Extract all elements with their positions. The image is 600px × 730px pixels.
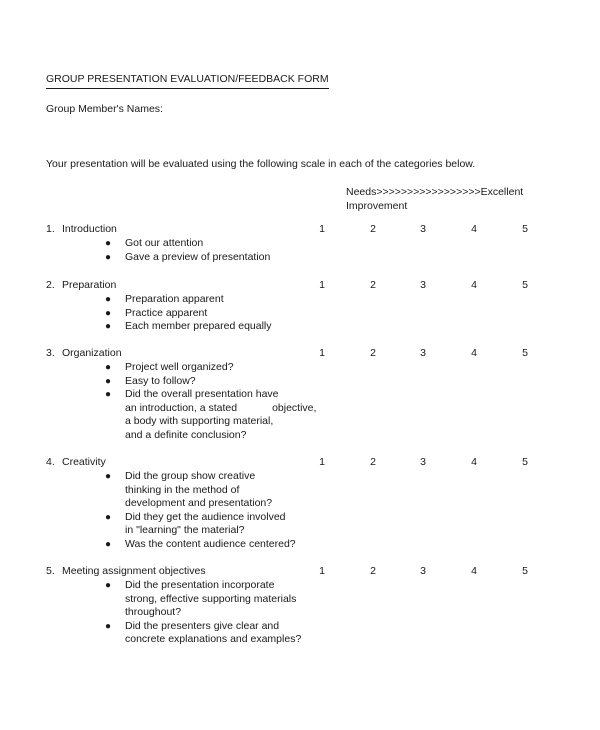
rating-4: 4 xyxy=(471,223,477,235)
criteria-list xyxy=(46,361,546,442)
criteria-text: Did the overall presentation have an introduction, a stated objective, a body with supporting material, and a definite conclusion? xyxy=(125,388,317,441)
criteria-text: Practice apparent xyxy=(125,306,208,319)
section-3 xyxy=(46,347,546,442)
section-2 xyxy=(46,279,546,334)
criteria-item xyxy=(46,388,546,442)
section-1 xyxy=(46,223,546,264)
section-title: Introduction xyxy=(62,223,117,235)
bullet-dot-icon: ● xyxy=(105,538,112,550)
rating-4: 4 xyxy=(471,456,477,468)
section-number: 5. xyxy=(46,565,55,577)
criteria-item xyxy=(46,361,546,375)
criteria-text: Was the content audience centered? xyxy=(125,537,296,550)
criteria-item xyxy=(46,320,546,334)
criteria-item xyxy=(46,307,546,321)
criteria-list xyxy=(46,237,546,264)
bullet-dot-icon: ● xyxy=(105,620,112,632)
group-members-label: Group Member's Names: xyxy=(46,103,163,115)
bullet-dot-icon: ● xyxy=(105,307,112,319)
criteria-text: Each member prepared equally xyxy=(125,320,272,332)
rating-5: 5 xyxy=(522,223,528,235)
scale-legend-line-1: Needs>>>>>>>>>>>>>>>>>Excellent xyxy=(346,186,524,198)
section-number: 2. xyxy=(46,279,55,291)
bullet-dot-icon: ● xyxy=(105,238,112,249)
section-number: 1. xyxy=(46,223,55,235)
rating-2: 2 xyxy=(370,279,376,291)
criteria-text: Did the presenters give clear and concrete explanations and examples? xyxy=(125,619,302,645)
bullet-dot-icon: ● xyxy=(105,321,112,332)
criteria-list xyxy=(46,293,546,334)
criteria-text: Did the presentation incorporate strong, effective supporting materials throughout? xyxy=(125,579,297,618)
rating-4: 4 xyxy=(471,565,477,577)
rating-5: 5 xyxy=(522,279,528,291)
bullet-dot-icon: ● xyxy=(105,362,112,373)
criteria-text: Preparation apparent xyxy=(125,293,224,305)
criteria-item xyxy=(46,293,546,307)
criteria-item xyxy=(46,470,546,511)
rating-1: 1 xyxy=(319,347,325,359)
section-number: 4. xyxy=(46,456,55,468)
section-title: Creativity xyxy=(62,456,106,468)
form-title: GROUP PRESENTATION EVALUATION/FEEDBACK FORM xyxy=(46,73,329,89)
scale-legend-line-2: Improvement xyxy=(346,200,408,212)
rating-scale xyxy=(46,565,546,579)
bullet-dot-icon: ● xyxy=(105,511,112,523)
criteria-item xyxy=(46,375,546,389)
bullet-dot-icon: ● xyxy=(105,375,112,387)
scale-instructions: Your presentation will be evaluated using the following scale in each of the categories below. xyxy=(46,158,476,170)
rating-scale xyxy=(46,223,546,237)
rating-5: 5 xyxy=(522,456,528,468)
criteria-item xyxy=(46,538,546,552)
section-5 xyxy=(46,565,546,647)
bullet-dot-icon: ● xyxy=(105,294,112,305)
criteria-text: Project well organized? xyxy=(125,361,234,373)
rating-3: 3 xyxy=(420,456,426,468)
section-header xyxy=(46,279,546,293)
rating-1: 1 xyxy=(319,223,325,235)
rating-4: 4 xyxy=(471,279,477,291)
criteria-text: Did the group show creative thinking in the method of development and presentation? xyxy=(125,470,273,509)
section-title: Organization xyxy=(62,347,122,359)
section-number: 3. xyxy=(46,347,55,359)
criteria-item xyxy=(46,251,546,265)
bullet-dot-icon: ● xyxy=(105,389,112,400)
rating-3: 3 xyxy=(420,279,426,291)
rating-scale xyxy=(46,347,546,361)
bullet-dot-icon: ● xyxy=(105,580,112,591)
rating-2: 2 xyxy=(370,223,376,235)
rating-5: 5 xyxy=(522,347,528,359)
criteria-item xyxy=(46,511,546,538)
section-title: Meeting assignment objectives xyxy=(62,565,206,577)
rating-3: 3 xyxy=(420,565,426,577)
rating-scale xyxy=(46,279,546,293)
rating-3: 3 xyxy=(420,347,426,359)
criteria-item xyxy=(46,237,546,251)
rating-2: 2 xyxy=(370,347,376,359)
section-4 xyxy=(46,456,546,551)
criteria-list xyxy=(46,470,546,551)
rating-1: 1 xyxy=(319,279,325,291)
criteria-text: Did they get the audience involved in "learning" the material? xyxy=(125,510,286,536)
rating-2: 2 xyxy=(370,565,376,577)
criteria-item xyxy=(46,620,546,647)
section-header xyxy=(46,223,546,237)
bullet-dot-icon: ● xyxy=(105,251,112,263)
criteria-text: Gave a preview of presentation xyxy=(125,250,271,263)
section-header xyxy=(46,456,546,470)
scale-legend xyxy=(346,185,523,213)
rating-3: 3 xyxy=(420,223,426,235)
section-header xyxy=(46,565,546,579)
rating-4: 4 xyxy=(471,347,477,359)
section-title: Preparation xyxy=(62,279,117,291)
rating-1: 1 xyxy=(319,456,325,468)
criteria-text: Got our attention xyxy=(125,237,204,249)
section-header xyxy=(46,347,546,361)
criteria-list xyxy=(46,579,546,647)
rating-1: 1 xyxy=(319,565,325,577)
bullet-dot-icon: ● xyxy=(105,471,112,482)
rating-5: 5 xyxy=(522,565,528,577)
rating-2: 2 xyxy=(370,456,376,468)
criteria-item xyxy=(46,579,546,620)
rating-scale xyxy=(46,456,546,470)
criteria-text: Easy to follow? xyxy=(125,374,196,387)
